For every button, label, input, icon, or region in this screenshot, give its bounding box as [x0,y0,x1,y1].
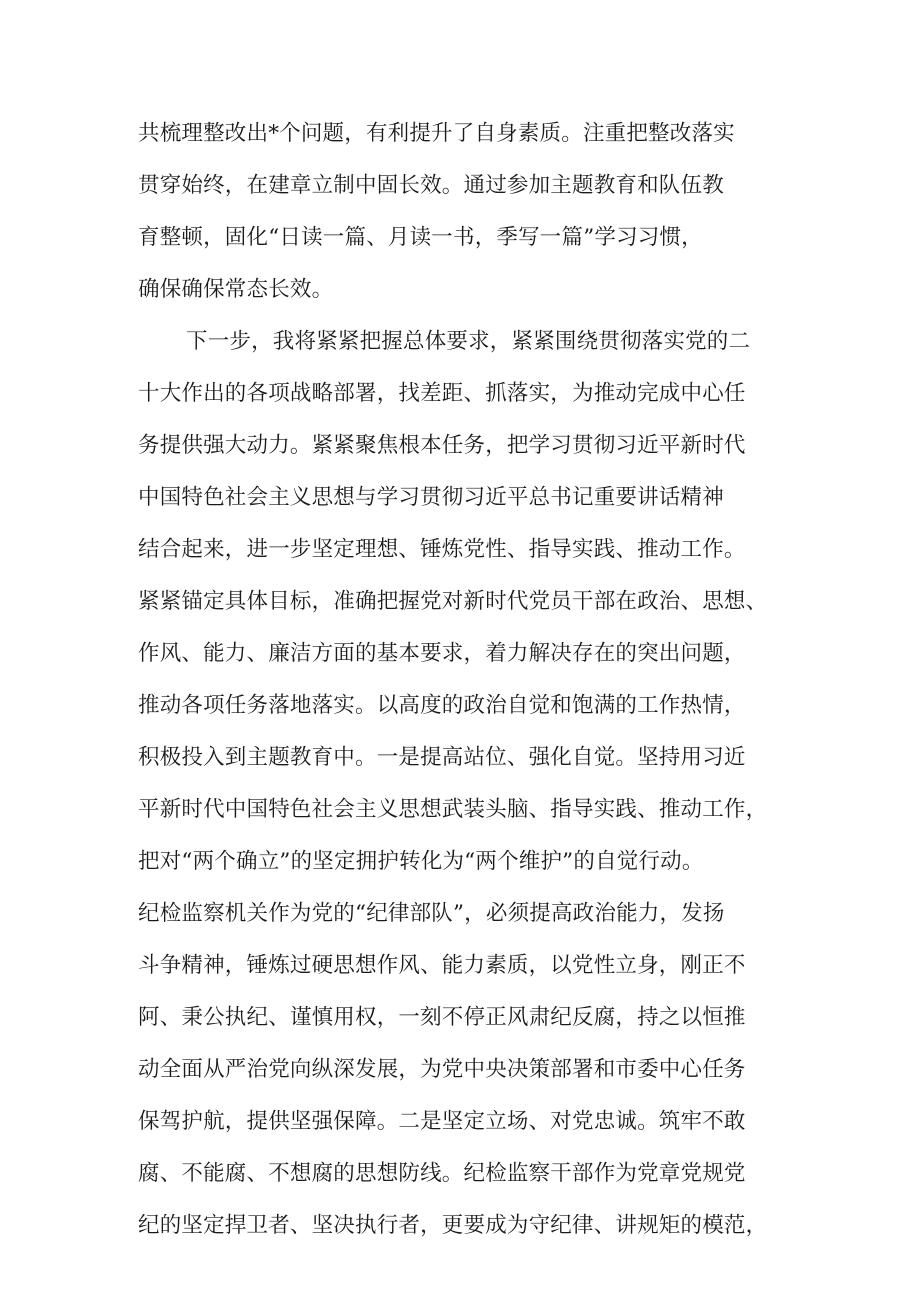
paragraph-line: 阿、秉公执纪、谨慎用权，一刻不停正风肃纪反腐，持之以恒推 [138,1005,746,1030]
paragraph-line: 纪的坚定捍卫者、坚决执行者，更要成为守纪律、讲规矩的模范， [138,1213,768,1238]
paragraph-line: 推动各项任务落地落实。以高度的政治自觉和饱满的工作热情， [138,693,746,718]
paragraph-line: 纪检监察机关作为党的“纪律部队”，必须提高政治能力，发扬 [138,901,725,926]
paragraph-line: 积极投入到主题教育中。一是提高站位、强化自觉。坚持用习近 [138,745,746,770]
paragraph-line: 把对“两个确立”的坚定拥护转化为“两个维护”的自觉行动。 [138,849,704,874]
paragraph-line: 确保确保常态长效。 [138,277,334,302]
paragraph-line: 作风、能力、廉洁方面的基本要求，着力解决存在的突出问题， [138,641,746,666]
paragraph-line: 紧紧锚定具体目标，准确把握党对新时代党员干部在政治、思想、 [138,589,768,614]
paragraph-line: 腐、不能腐、不想腐的思想防线。纪检监察干部作为党章党规党 [138,1161,746,1186]
paragraph-line: 斗争精神，锤炼过硬思想作风、能力素质，以党性立身，刚正不 [138,953,746,978]
paragraph-line: 结合起来，进一步坚定理想、锤炼党性、指导实践、推动工作。 [138,537,746,562]
paragraph-line: 务提供强大动力。紧紧聚焦根本任务，把学习贯彻习近平新时代 [138,433,746,458]
paragraph-line: 下一步，我将紧紧把握总体要求，紧紧围绕贯彻落实党的二 [186,329,751,354]
paragraph-line: 中国特色社会主义思想与学习贯彻习近平总书记重要讲话精神 [138,485,724,510]
paragraph-line: 保驾护航，提供坚强保障。二是坚定立场、对党忠诚。筑牢不敢 [138,1109,746,1134]
paragraph-line: 动全面从严治党向纵深发展，为党中央决策部署和市委中心任务 [138,1057,746,1082]
paragraph-line: 育整顿，固化“日读一篇、月读一书，季写一篇”学习习惯， [138,225,703,250]
paragraph-line: 平新时代中国特色社会主义思想武装头脑、指导实践、推动工作， [138,797,768,822]
paragraph-line: 共梳理整改出*个问题，有利提升了自身素质。注重把整改落实 [138,121,735,146]
paragraph-line: 贯穿始终，在建章立制中固长效。通过参加主题教育和队伍教 [138,173,724,198]
paragraph-line: 十大作出的各项战略部署，找差距、抓落实，为推动完成中心任 [138,381,746,406]
